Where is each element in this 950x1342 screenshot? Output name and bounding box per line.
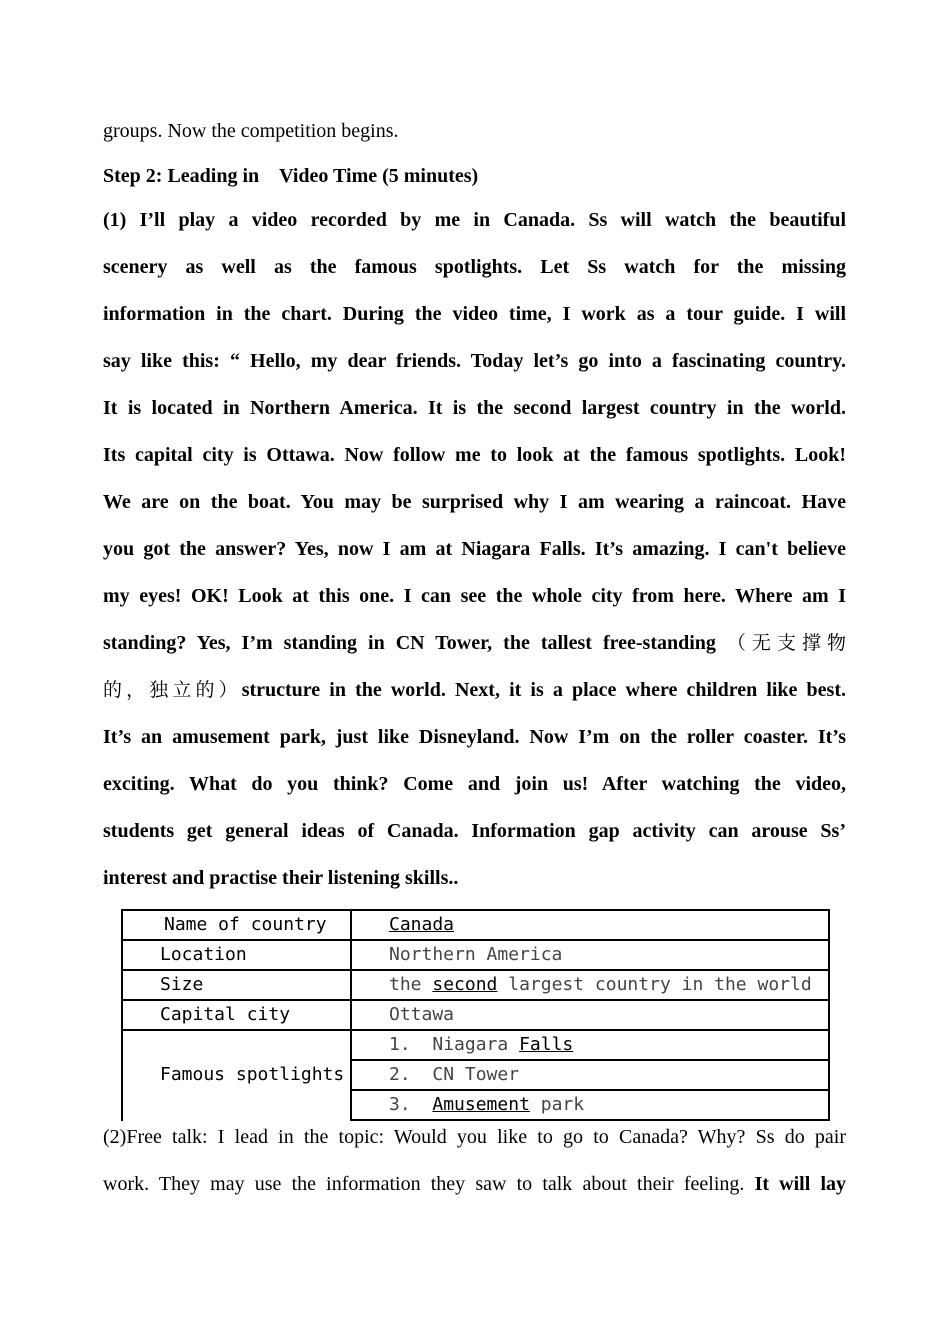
spotlight-text: CN Tower xyxy=(432,1064,520,1085)
paragraph-line xyxy=(103,396,846,420)
spotlight-item xyxy=(389,1090,584,1120)
size-post: largest country in the world xyxy=(497,974,812,995)
line-text: exciting. What do you think? Come and join us! After watching the video, xyxy=(103,773,846,795)
line-text: say like this: “ Hello, my dear friends. Today let’s go into a fascinating country. xyxy=(103,350,846,372)
paragraph-line xyxy=(103,349,846,373)
line-text: standing? Yes, I’m standing in CN Tower, the tallest free-standing xyxy=(103,632,716,654)
chinese-gloss: （无支撑物 xyxy=(726,632,846,654)
line-text: structure in the world. Next, it is a place where children like best. xyxy=(241,679,846,701)
paragraph-line xyxy=(103,819,846,843)
line-text: We are on the boat. You may be surprised why I am wearing a raincoat. Have xyxy=(103,491,846,513)
size-fill: second xyxy=(432,974,498,995)
size-pre: the xyxy=(389,974,433,995)
paragraph-line xyxy=(103,255,846,279)
paragraph-line xyxy=(103,443,846,467)
line-text: It’s an amusement park, just like Disneyland. Now I’m on the roller coaster. It’s xyxy=(103,726,846,748)
spotlight-text: Niagara xyxy=(432,1034,520,1055)
paragraph-line: interest and practise their listening skills.. xyxy=(103,867,459,889)
table-label: Location xyxy=(160,944,247,965)
paragraph-line xyxy=(103,302,846,326)
line-text: (2)Free talk: I lead in the topic: Would you like to go to Canada? Why? Ss do pair xyxy=(103,1126,846,1148)
table-value-country: Canada xyxy=(389,914,455,935)
line-text: scenery as well as the famous spotlights. Let Ss watch for the missing xyxy=(103,256,846,278)
chinese-gloss: 的，独立的） xyxy=(103,679,242,701)
spotlight-number: 1. xyxy=(389,1034,411,1055)
spotlight-number: 2. xyxy=(389,1064,411,1085)
table-label: Capital city xyxy=(160,1004,291,1025)
paragraph-line xyxy=(103,772,846,796)
paragraph-line xyxy=(103,490,846,514)
paragraph-line xyxy=(103,725,846,749)
canada-info-table xyxy=(121,909,830,1121)
line-text-bold: It will lay xyxy=(754,1173,847,1195)
spotlight-item xyxy=(389,1060,519,1090)
intro-line: groups. Now the competition begins. xyxy=(103,120,399,142)
spotlight-fill: Falls xyxy=(519,1034,574,1055)
line-text: (1) I’ll play a video recorded by me in Canada. Ss will watch the beautiful xyxy=(103,209,846,231)
spotlight-text: park xyxy=(529,1094,585,1115)
paragraph-line xyxy=(103,208,846,232)
line-text: work. They may use the information they saw to talk about their feeling. xyxy=(103,1173,745,1195)
spotlight-item xyxy=(389,1030,573,1060)
table-value-location: Northern America xyxy=(389,944,563,965)
line-text: my eyes! OK! Look at this one. I can see the whole city from here. Where am I xyxy=(103,585,846,607)
table-label: Famous spotlights xyxy=(160,1064,345,1085)
line-text: you got the answer? Yes, now I am at Niagara Falls. It’s amazing. I can't believe xyxy=(103,538,846,560)
table-value-capital: Ottawa xyxy=(389,1004,455,1025)
paragraph-line xyxy=(103,678,846,702)
free-talk-line xyxy=(103,1172,846,1196)
spotlight-fill: Amusement xyxy=(432,1094,530,1115)
step-heading: Step 2: Leading in Video Time (5 minutes) xyxy=(103,165,479,187)
paragraph-line xyxy=(103,584,846,608)
table-value-size xyxy=(389,970,812,1000)
table-label: Size xyxy=(160,974,204,995)
free-talk-line xyxy=(103,1125,846,1149)
paragraph-line xyxy=(103,631,846,655)
table-label: Name of country xyxy=(164,914,327,935)
line-text: students get general ideas of Canada. Information gap activity can arouse Ss’ xyxy=(103,820,846,842)
line-text: It is located in Northern America. It is the second largest country in the world. xyxy=(103,397,846,419)
line-text: information in the chart. During the video time, I work as a tour guide. I will xyxy=(103,303,846,325)
spotlight-number: 3. xyxy=(389,1094,411,1115)
paragraph-line xyxy=(103,537,846,561)
line-text: Its capital city is Ottawa. Now follow me to look at the famous spotlights. Look! xyxy=(103,444,846,466)
